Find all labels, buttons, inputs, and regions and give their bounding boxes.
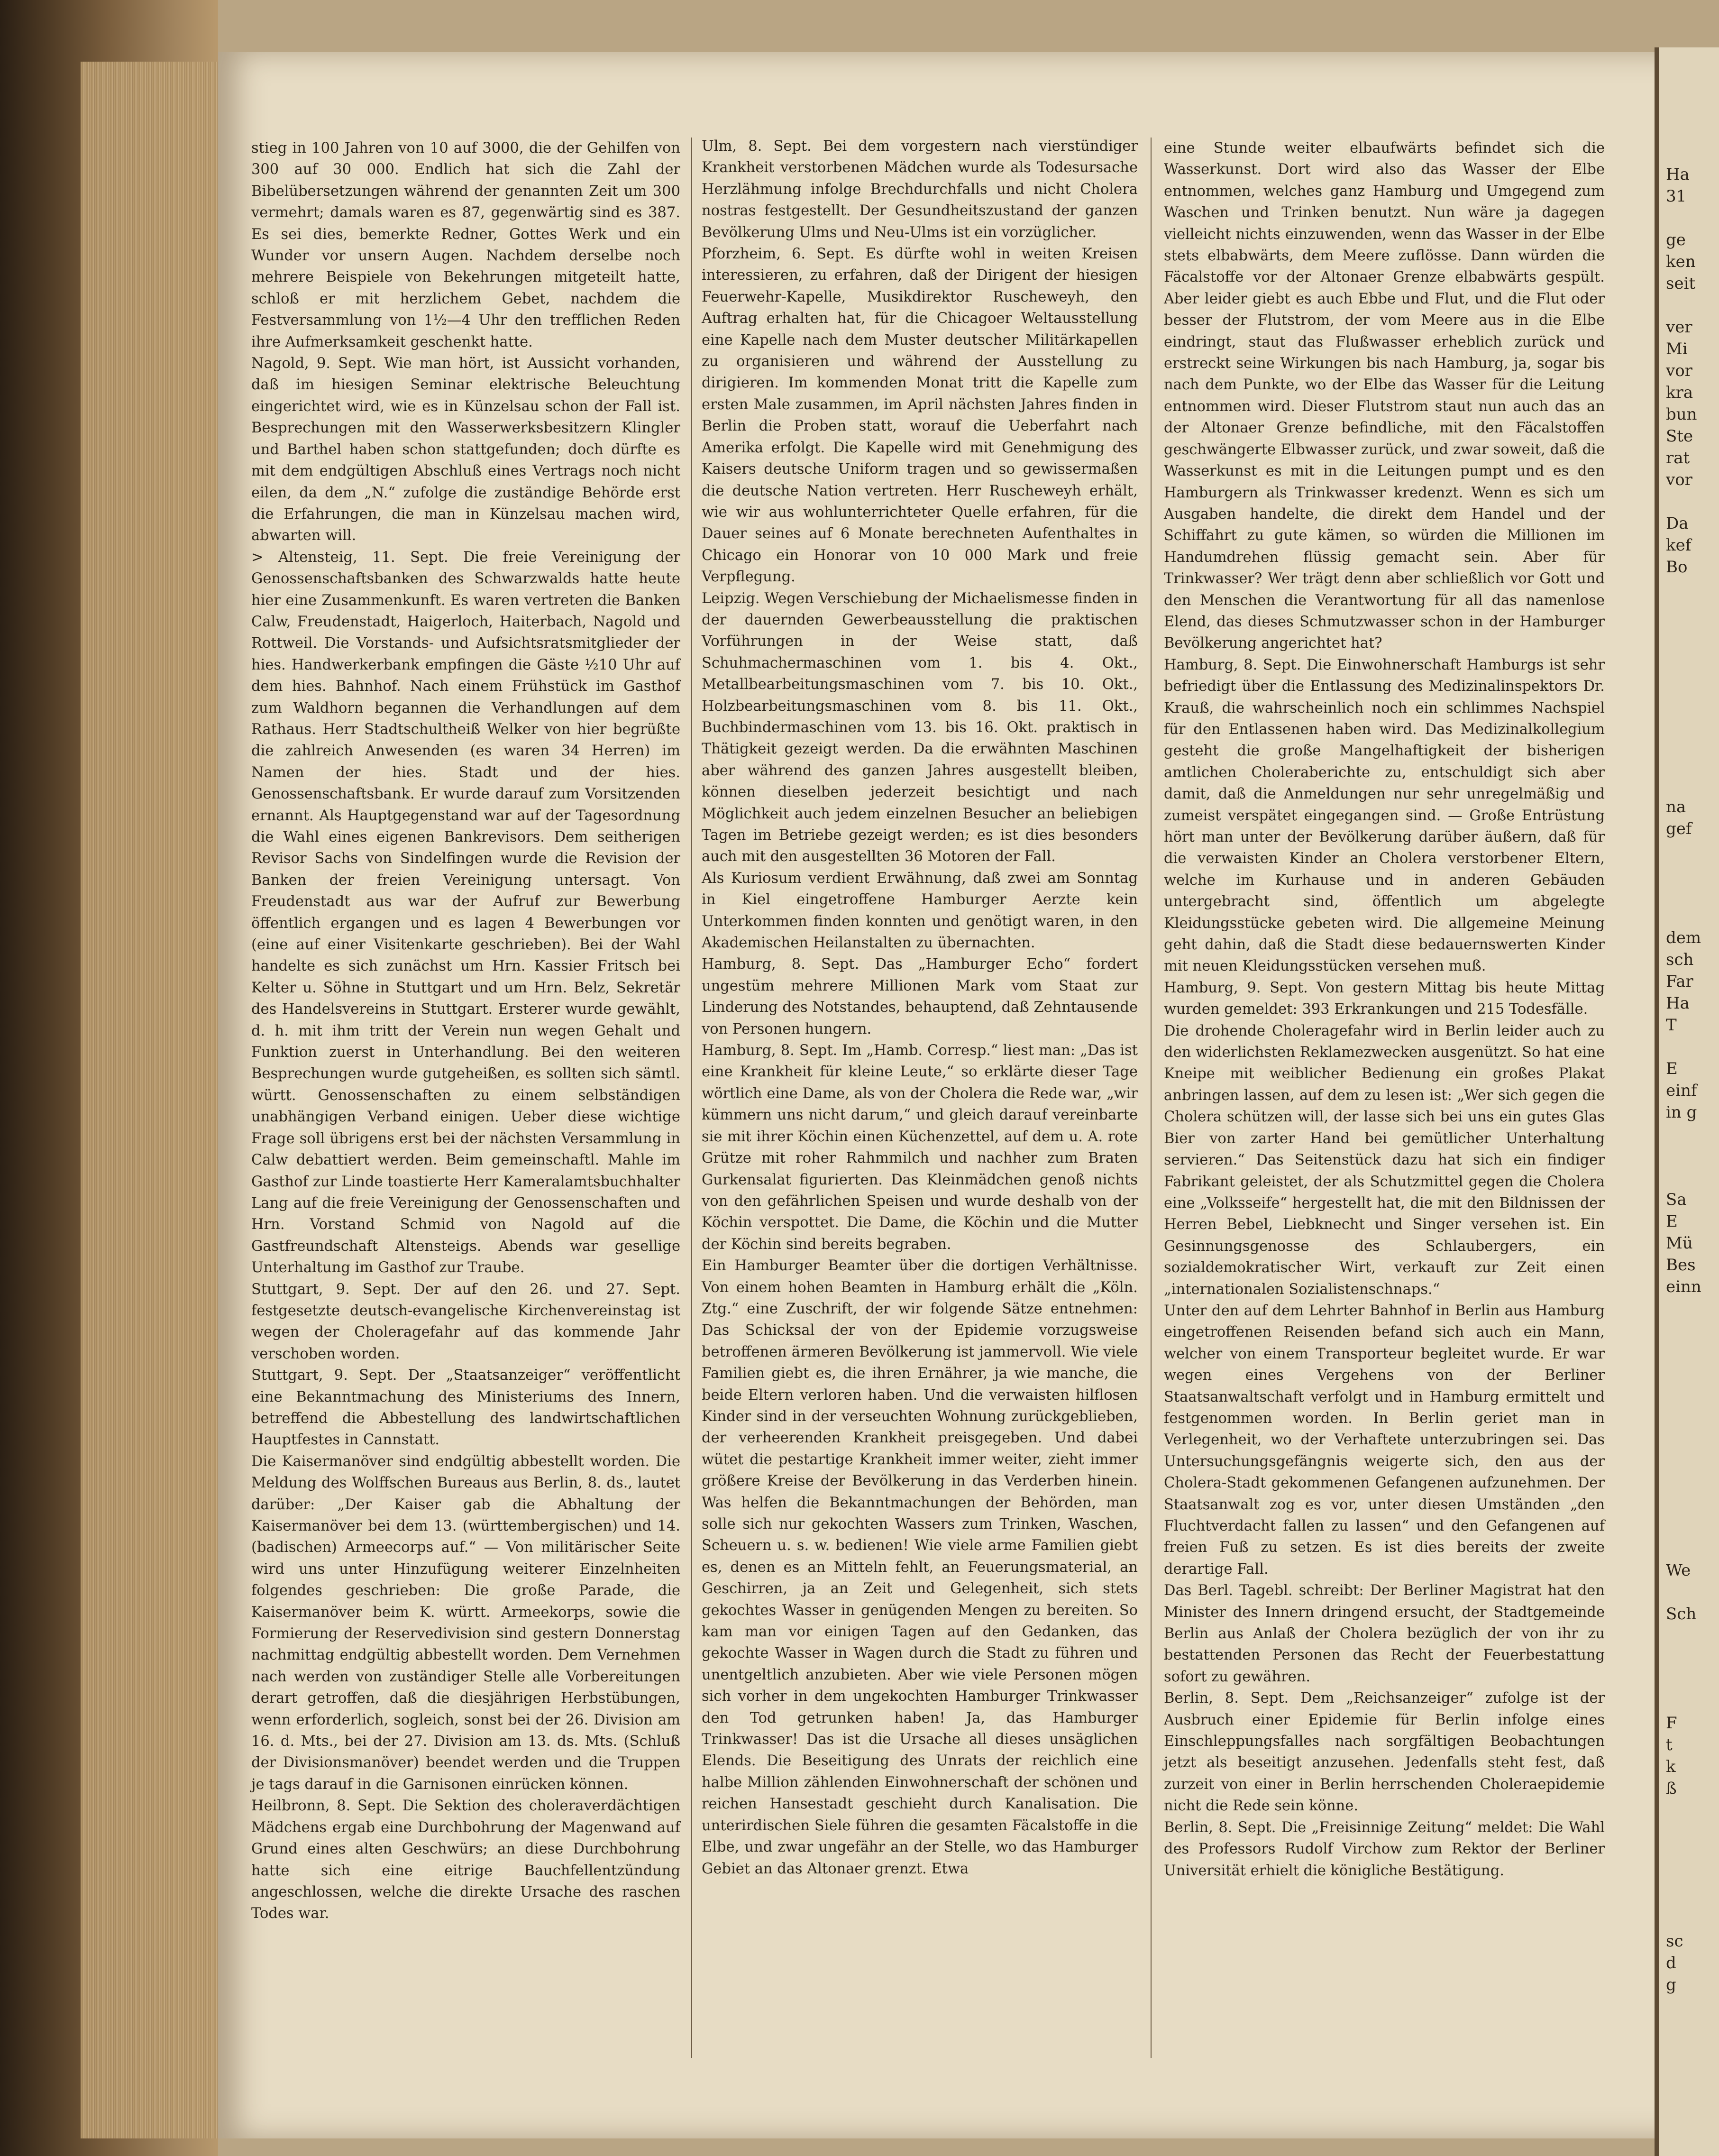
paragraph: Berlin, 8. Sept. Dem „Reichsanzeiger“ zufolge ist der Ausbruch einer Epidemie für Berlin infolge eines Einschleppungsfalles nach sorgfältigen Beobachtungen jetzt als beseitigt anzusehen. Jedenfalls steht fest, daß zurzeit von einer in Berlin herrschenden Choleraepidemie nicht die Rede sein könne. [1164,1690,1605,1815]
text-fragment: E [1666,1212,1678,1231]
next-page-edge [1655,47,1719,2156]
text-fragment: Mü [1666,1234,1693,1253]
text-fragment: seit [1666,274,1696,293]
text-fragment [1666,207,1719,229]
paragraph: Die drohende Choleragefahr wird in Berlin leider auch zu den widerlichsten Reklamezwecken ausgenützt. So hat eine Kneipe mit weiblicher Bedienung ein großes Plakat anbringen lassen, auf dem zu lesen ist: „Wer sich gegen die Cholera schützen will, der lasse sich bei uns ein gutes Glas Bier von zarter Hand bei gemütlicher Unterhaltung servieren.“ Das Seitenstück dazu hat sich ein findiger Fabrikant geleistet, der als Schutzmittel gegen die Cholera eine „Volksseife“ hergestellt hat, die mit den Bildnissen der Herren Bebel, Liebknecht und Singer versehen ist. Ein Gesinnungsgenosse des Schlaubergers, ein sozialdemokratischer Wirt, verkauft zur Zeit einen „internationalen Sozialistenschnaps.“ [1164,1022,1605,1298]
text-fragment: Sa [1666,1190,1687,1209]
text-fragment [1666,1647,1719,1669]
text-fragment: Bo [1666,558,1688,577]
paragraph: Nagold, 9. Sept. Wie man hört, ist Aussicht vorhanden, daß im hiesigen Seminar elektrische Beleuchtung eingerichtet wird, wie es in Künzelsau schon der Fall ist. Besprechungen mit den Wasserwerksbesitzern Klingler und Barthel haben schon stattgefunden; doch dürfte es mit dem endgültigen Abschluß eines Vertrags noch nicht eilen, da dem „N.“ zufolge die zuständige Behörde erst die Erfahrungen, die man in Künzelsau machen wird, abwarten will. [251,355,680,544]
text-fragment: vor [1666,361,1692,380]
paragraph: Hamburg, 8. Sept. Das „Hamburger Echo“ fordert ungestüm mehrere Millionen Mark vom Staat zur Linderung des Notstandes, behauptend, daß Zehntausende von Personen hungern. [702,956,1138,1037]
paragraph: Unter den auf dem Lehrter Bahnhof in Berlin aus Hamburg eingetroffenen Reisenden befand sich auch ein Mann, welcher von einem Transporteur begleitet wurde. Er war wegen eines Vergehens von der Berliner Staatsanwaltschaft verfolgt und in Hamburg ermittelt und festgenommen worden. In Berlin geriet man in Verlegenheit, wo der Verhaftete unterzubringen sei. Das Untersuchungsgefängnis weigerte sich, den aus der Cholera-Stadt gekommenen Gefangenen aufzunehmen. Der Staatsanwalt zog es vor, unter diesen Umständen „den Fluchtverdacht fallen zu lassen“ und den Gefangenen auf freien Fuß zu setzen. Es ist dies bereits der zweite derartige Fall. [1164,1302,1605,1578]
text-fragment [1666,578,1719,600]
text-fragment [1666,1887,1719,1908]
column-rule [691,138,692,2058]
paragraph: Stuttgart, 9. Sept. Der auf den 26. und 27. Sept. festgesetzte deutsch-evangelische Kirchenvereinstag ist wegen der Choleragefahr auf das kommende Jahr verschoben worden. [251,1281,680,1362]
text-fragment: Sch [1666,1605,1697,1624]
page-edges [81,62,218,2138]
text-fragment [1666,1472,1719,1494]
paragraph: Pforzheim, 6. Sept. Es dürfte wohl in weiten Kreisen interessieren, zu erfahren, daß der Dirigent der hiesigen Feuerwehr-Kapelle, Musikdirektor Ruscheweyh, den Auftrag erhalten hat, für die Chicagoer Weltausstellung eine Kapelle nach dem Muster deutscher Militärkapellen zu organisieren und während der Ausstellung zu dirigieren. Im kommenden Monat tritt die Kapelle zum ersten Male zusammen, im April nächsten Jahres finden in Berlin die Proben statt, worauf die Ueberfahrt nach Amerika erfolgt. Die Kapelle wird mit Genehmigung des Kaisers deutsche Uniform tragen und so gewissermaßen die deutsche Nation vertreten. Herr Ruscheweyh erhält, wie wir aus wohlunterrichteter Quelle erfahren, für die Dauer seines auf 6 Monate berechneten Aufenthaltes in Chicago ein Honorar von 10 000 Mark und freie Verpflegung. [702,246,1138,586]
text-fragment: T [1666,1016,1677,1035]
text-fragment [1666,1581,1719,1603]
text-fragment: Ha [1666,994,1690,1013]
paragraph: stieg in 100 Jahren von 10 auf 3000, die der Gehilfen von 300 auf 30 000. Endlich hat sich die Zahl der Bibelübersetzungen während der genannten Zeit um 300 vermehrt; damals waren es 87, gegenwärtig sind es 387. Es sei dies, bemerkte Redner, Gottes Werk und ein Wunder vor unsern Augen. Nachdem derselbe noch mehrere Beispiele von Bekehrungen mitgeteilt hatte, schloß er mit herzlichem Gebet, nachdem die Festversammlung von 1½—4 Uhr den trefflichen Reden ihre Aufmerksamkeit geschenkt hatte. [251,140,680,350]
text-fragment [1666,1865,1719,1887]
text-fragment [1666,1123,1719,1145]
text-fragment [1666,752,1719,774]
paragraph: Hamburg, 8. Sept. Die Einwohnerschaft Hamburgs ist sehr befriedigt über die Entlassung des Medizinalinspektors Dr. Krauß, die wahrscheinlich noch ein schlimmes Nachspiel für den Entlassenen haben wird. Das Medizinalkollegium gesteht die große Mangelhaftigkeit der bisherigen amtlichen Choleraberichte zu, entschuldigt sich aber damit, daß die Anmeldungen nur sehr unregelmäßig und zumeist verspätet eingegangen sind. — Große Entrüstung hört man unter der Bevölkerung darüber äußern, daß für die verwaisten Kinder an Cholera verstorbener Eltern, welche im Kurhause und in anderen Gebäuden untergebracht sind, öffentlich um abgelegte Kleidungsstücke gebeten wird. Die allgemeine Meinung geht dahin, daß die Stadt diese bedauernswerten Kinder mit neuen Kleidungsstücken versehen muß. [1164,656,1605,975]
text-fragment: sc [1666,1932,1683,1951]
paragraph: Leipzig. Wegen Verschiebung der Michaelismesse finden in der dauernden Gewerbeausstellung die praktischen Vorführungen in der Weise statt, daß Schuhmachermaschinen vom 1. bis 4. Okt., Metallbearbeitungsmaschinen vom 7. bis 10. Okt., Holzbearbeitungsmaschinen vom 8. bis 11. Okt., Buchbindermaschinen vom 13. bis 16. Okt. praktisch in Thätigkeit gezeigt werden. Da die erwähnten Maschinen aber während des ganzen Jahres ausgestellt bleiben, können dieselben jederzeit besichtigt und nach Möglichkeit auch jedem einzelnen Besucher an beliebigen Tagen im Betriebe gezeigt werden; es ist dies besonders auch mit den ausgestellten 36 Motoren der Fall. [702,590,1138,865]
text-fragment [1666,1516,1719,1538]
text-fragment: t [1666,1735,1673,1754]
text-fragment [1666,774,1719,796]
text-fragment [1666,1450,1719,1472]
text-fragment: ken [1666,252,1696,271]
text-fragment [1666,1429,1719,1450]
text-fragment: Ste [1666,427,1693,446]
text-fragment: rat [1666,449,1690,468]
text-fragment: ß [1666,1779,1677,1798]
text-fragment: F [1666,1714,1677,1733]
text-fragment: E [1666,1059,1678,1078]
text-fragment [1666,1363,1719,1385]
text-fragment: Mi [1666,339,1688,358]
text-fragment [1666,883,1719,905]
text-fragment [1666,1669,1719,1690]
text-fragment [1666,862,1719,883]
paragraph: Stuttgart, 9. Sept. Der „Staatsanzeiger“ veröffentlicht eine Bekanntmachung des Ministeriums des Innern, betreffend die Abbestellung des landwirtschaftlichen Hauptfestes in Cannstatt. [251,1367,680,1449]
text-fragment [1666,687,1719,709]
text-fragment: einn [1666,1277,1701,1296]
text-fragment [1666,1843,1719,1865]
paragraph: Ein Hamburger Beamter über die dortigen Verhältnisse. Von einem hohen Beamten in Hamburg erhält die „Köln. Ztg.“ eine Zuschrift, der wir folgende Sätze entnehmen: Das Schicksal der von der Epidemie vorzugsweise betroffenen ärmeren Bevölkerung ist jammervoll. Wie viele Familien giebt es, die ihren Ernährer, ja wie manche, die beide Eltern verloren haben. Und die verwaisten hilflosen Kinder sind in der verseuchten Wohnung zurückgeblieben, der verheerenden Krankheit preisgegeben. Und dabei wütet die pestartige Krankheit immer weiter, zieht immer größere Kreise der Bevölkerung in das Verderben hinein. Was helfen die Bekanntmachungen der Behörden, man solle sich nur gekochten Wassers zum Trinken, Waschen, Scheuern u. s. w. bedienen! Wie viele arme Familien giebt es, denen es an Mitteln fehlt, an Feuerungsmaterial, an Geschirren, ja an Zeit und Gelegenheit, sich stets gekochtes Wasser in genügenden Mengen zu bereiten. So kam man vor einigen Tagen auf den Gedanken, das gekochte Wasser in Wagen durch die Stadt zu führen und unentgeltlich anzubieten. Aber wie viele Personen mögen sich vorher in dem ungekochten Hamburger Trinkwasser den Tod getrunken haben! Ja, das Hamburger Trinkwasser! Das ist die Ursache all dieses unsäglichen Elends. Die Beseitigung des Unrats der reichlich eine halbe Million zählenden Einwohnerschaft der schönen und reichen Hansestadt geschieht durch Kanalisation. Die unterirdischen Siele führen die gesamten Fäcalstoffe in die Elbe, und zwar ungefähr an der Stelle, wo das Hamburger Gebiet an das Altonaer grenzt. Etwa [702,1257,1138,1877]
paragraph: Hamburg, 8. Sept. Im „Hamb. Corresp.“ liest man: „Das ist eine Krankheit für kleine Leute,“ so erklärte dieser Tage wörtlich eine Dame, als von der Cholera die Rede war, „wir kümmern uns nicht darum,“ und gleich darauf vereinbarte sie mit ihrer Köchin einen Küchenzettel, auf dem u. A. rote Grütze mit roher Rahmmilch und nachher zum Braten Gurkensalat figurierten. Das Kleinmädchen genoß nichts von den gefährlichen Speisen und wurde deshalb von der Köchin verspottet. Die Dame, die Köchin und die Mutter der Köchin sind bereits begraben. [702,1042,1138,1253]
next-page-fragments [1659,164,1719,1996]
text-fragment [1666,1799,1719,1821]
paragraph: > Altensteig, 11. Sept. Die freie Vereinigung der Genossenschaftsbanken des Schwarzwalds hatte heute hier eine Zusammenkunft. Es waren vertreten die Banken Calw, Freudenstadt, Haigerloch, Haiterbach, Nagold und Rottweil. Die Vorstands- und Aufsichtsratsmitglieder der hies. Handwerkerbank empfingen die Gäste ½10 Uhr auf dem hies. Bahnhof. Nach einem Frühstück im Gasthof zum Waldhorn begannen die Verhandlungen auf dem Rathaus. Herr Stadtschultheiß Welker von hier begrüßte die zahlreich Anwesenden (es waren 34 Herren) im Namen der hies. Stadt und der hies. Genossenschaftsbank. Er wurde darauf zum Vorsitzenden ernannt. Als Hauptgegenstand war auf der Tagesordnung die Wahl eines eigenen Bankrevisors. Dem seitherigen Revisor Sachs von Sindelfingen wurde die Revision der Banken der freien Vereinigung untersagt. Von Freudenstadt aus war der Aufruf zur Bewerbung öffentlich ergangen und es lagen 4 Bewerbungen vor (eine auf einer Visitenkarte geschrieben). Bei der Wahl handelte es sich zunächst um Hrn. Kassier Fritsch bei Kelter u. Söhne in Stuttgart und um Hrn. Belz, Sekretär des Handelsvereins in Stuttgart. Ersterer wurde gewählt, d. h. mit ihm tritt der Verein nun wegen Gehalt und Funktion zuerst in Unterhandlung. Bei den weiteren Besprechungen wurde gutgeheißen, es sollten sich sämtl. württ. Genossenschaften zu einem selbständigen unabhängigen Verband einigen. Ueber diese wichtige Frage soll übrigens erst bei der nächsten Versammlung in Calw debattiert werden. Beim gemeinschaftl. Mahle im Gasthof zur Linde toastierte Herr Kameralamtsbuchhalter Lang auf die freie Vereinigung der Genossenschaften und Hrn. Vorstand Schmid von Nagold auf die Gastfreundschaft Altensteigs. Abends war gesellige Unterhaltung im Gasthof zur Traube. [251,549,680,1276]
text-fragment [1666,1145,1719,1167]
text-fragment [1666,1625,1719,1647]
text-fragment: kef [1666,536,1692,555]
text-fragment [1666,1167,1719,1189]
text-fragment [1666,643,1719,665]
text-fragment [1666,294,1719,316]
column-2 [702,136,1138,1880]
text-fragment [1666,1494,1719,1516]
text-fragment [1666,1821,1719,1843]
text-fragment: gef [1666,819,1692,838]
text-fragment [1666,1385,1719,1407]
column-3 [1164,138,1605,1881]
paragraph: Heilbronn, 8. Sept. Die Sektion des choleraverdächtigen Mädchens ergab eine Durchbohrung der Magenwand auf Grund eines alten Geschwürs; an diese Durchbohrung hatte sich eine eitrige Bauchfellentzündung angeschlossen, welche die direkte Ursache des raschen Todes war. [251,1798,680,1922]
text-fragment: g [1666,1975,1676,1994]
text-fragment: einf [1666,1081,1697,1100]
text-fragment [1666,1341,1719,1363]
paragraph: Berlin, 8. Sept. Die „Freisinnige Zeitung“ meldet: Die Wahl des Professors Rudolf Virchow zum Rektor der Berliner Universität erhielt die königliche Bestätigung. [1164,1819,1605,1879]
text-fragment [1666,905,1719,927]
text-fragment: Da [1666,514,1689,533]
paragraph: Als Kuriosum verdient Erwähnung, daß zwei am Sonntag in Kiel eingetroffene Hamburger Aerzte kein Unterkommen finden konnten und genötigt waren, in den Akademischen Heilanstalten zu übernachten. [702,870,1138,952]
text-fragment: Ha [1666,165,1690,184]
text-fragment: ver [1666,318,1692,337]
text-fragment: na [1666,798,1686,817]
text-fragment: dem [1666,928,1701,947]
paragraph: Hamburg, 9. Sept. Von gestern Mittag bis heute Mittag wurden gemeldet: 393 Erkrankungen und 215 Todesfälle. [1164,979,1605,1018]
text-fragment: d [1666,1954,1676,1973]
paragraph: Die Kaisermanöver sind endgültig abbestellt worden. Die Meldung des Wolffschen Bureaus aus Berlin, 8. ds., lautet darüber: „Der Kaiser gab die Abhaltung der Kaisermanöver bei dem 13. (württembergischen) und 14. (badischen) Armeecorps auf.“ — Von militärischer Seite wird uns unter Hinzufügung weiterer Einzelnheiten folgendes geschrieben: Die große Parade, die Kaisermanöver beim K. württ. Armeekorps, sowie die Formierung der Reservedivision sind gestern Donnerstag nachmittag endgültig abbestellt worden. Dem Vernehmen nach werden von zuständiger Stelle alle Vorbereitungen derart getroffen, daß die diesjährigen Herbstübungen, wenn erforderlich, sogleich, sonst bei der 26. Division am 16. d. Mts., bei der 27. Division am 13. ds. Mts. (Schluß der Divisionsmanöver) beendet werden und die Truppen je tags darauf in die Garnisonen einrücken können. [251,1453,680,1793]
column-1 [251,138,680,1925]
paragraph: Ulm, 8. Sept. Bei dem vorgestern nach vierstündiger Krankheit verstorbenen Mädchen wurde als Todesursache Herzlähmung infolge Brechdurchfalls und nicht Cholera nostras festgestellt. Der Gesundheitszustand der ganzen Bevölkerung Ulms und Neu-Ulms ist ein vorzüglicher. [702,138,1138,241]
text-fragment: Far [1666,972,1693,991]
text-fragment [1666,1407,1719,1429]
text-fragment [1666,1320,1719,1341]
text-fragment [1666,665,1719,687]
text-fragment [1666,1036,1719,1058]
column-rule [1151,138,1152,2058]
text-fragment [1666,491,1719,513]
text-fragment: k [1666,1757,1676,1776]
text-fragment [1666,840,1719,862]
text-fragment: bun [1666,405,1697,424]
text-fragment: sch [1666,950,1694,969]
paragraph: Das Berl. Tagebl. schreibt: Der Berliner Magistrat hat den Minister des Innern dringend ersucht, der Stadtgemeinde Berlin aus Anlaß der Cholera bezüglich der von ihr zu bestattenden Personen das Recht der Feuerbestattung sofort zu gewähren. [1164,1582,1605,1685]
text-fragment: in g [1666,1103,1697,1122]
text-fragment [1666,1538,1719,1560]
text-fragment: 31 [1666,187,1687,206]
text-fragment [1666,1690,1719,1712]
text-fragment [1666,731,1719,752]
text-fragment: Bes [1666,1256,1696,1275]
text-fragment [1666,1298,1719,1320]
text-fragment: ge [1666,230,1686,249]
text-fragment [1666,600,1719,622]
text-fragment [1666,709,1719,731]
text-fragment [1666,1908,1719,1930]
paragraph: eine Stunde weiter elbaufwärts befindet sich die Wasserkunst. Dort wird also das Wasser der Elbe entnommen, welches ganz Hamburg und Umgegend zum Waschen und Trinken benutzt. Nun wäre ja dagegen vielleicht nichts einzuwenden, wenn das Wasser in der Elbe stets elbabwärts, dem Meere zuflösse. Dann würden die Fäcalstoffe vor der Altonaer Grenze elbabwärts gespült. Aber leider giebt es auch Ebbe und Flut, und die Flut oder besser der Flutstrom, der vom Meere aus in die Elbe eindringt, staut das Flußwasser erheblich zurück und erstreckt seine Wirkungen bis nach Hamburg, ja, sogar bis nach dem Punkte, wo der Elbe das Wasser für die Leitung entnommen wird. Dieser Flutstrom staut nun auch das an der Altonaer Grenze befindliche, mit den Fäcalstoffen geschwängerte Elbwasser zurück, und zwar soweit, daß die Wasserkunst es mit in die Leitungen pumpt und es den Hamburgern als Trinkwasser kredenzt. Wenn es sich um Ausgaben handelte, die direkt dem Handel und der Schiffahrt zu gute kämen, so würden die Millionen im Handumdrehen flüssig gemacht sein. Aber für Trinkwasser? Wer trägt denn aber schließlich vor Gott und den Menschen die Verantwortung für all das namenlose Elend, das dieses Schmutzwasser schon in der Hamburger Bevölkerung angerichtet hat? [1164,140,1605,652]
text-fragment: kra [1666,383,1693,402]
text-fragment: vor [1666,470,1692,489]
text-fragment: We [1666,1561,1691,1580]
text-fragment [1666,622,1719,643]
